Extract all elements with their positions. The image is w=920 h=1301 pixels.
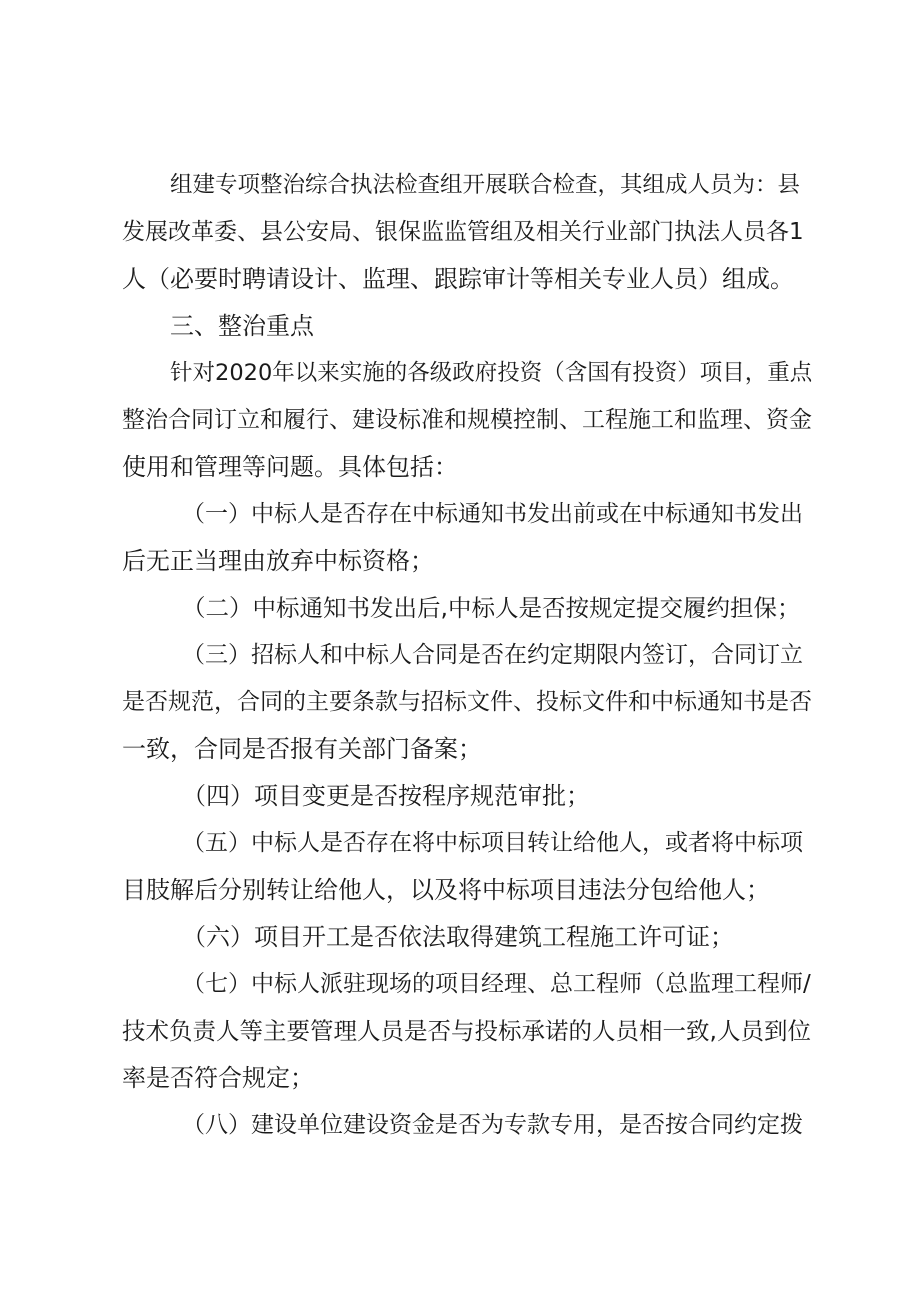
text-line: （三）招标人和中标人合同是否在约定期限内签订，合同订立 — [182, 642, 803, 668]
list-item-7 — [122, 961, 812, 1102]
list-item-2 — [122, 585, 812, 632]
text-line: 针对2020年以来实施的各级政府投资（含国有投资）项目，重点 — [170, 360, 813, 386]
section-heading-focus — [122, 303, 812, 350]
text-line: （八）建设单位建设资金是否为专款专用，是否按合同约定拨 — [182, 1112, 803, 1138]
text-line: 后无正当理由放弃中标资格； — [122, 547, 434, 575]
text-line: （四）项目变更是否按程序规范审批； — [182, 782, 590, 810]
text-line: 率是否符合规定； — [122, 1064, 314, 1092]
text-line: （五）中标人是否存在将中标项目转让给他人，或者将中标项 — [182, 830, 803, 856]
text-line: 使用和管理等问题。具体包括： — [122, 453, 458, 481]
text-line: （二）中标通知书发出后,中标人是否按规定提交履约担保； — [182, 594, 801, 622]
text-line: 组建专项整治综合执法检查组开展联合检查，其组成人员为：县 — [170, 172, 801, 198]
paragraph-focus-scope — [122, 350, 812, 491]
text-line: 一致，合同是否报有关部门备案； — [122, 735, 482, 763]
text-line: 整治合同订立和履行、建设标准和规模控制、工程施工和监理、资金 — [122, 407, 812, 433]
list-item-3 — [122, 632, 812, 773]
list-item-6 — [122, 914, 812, 961]
list-item-5 — [122, 820, 812, 914]
section-heading: 三、整治重点 — [170, 312, 314, 340]
text-line: （一）中标人是否存在中标通知书发出前或在中标通知书发出 — [182, 501, 803, 527]
text-line: 人（必要时聘请设计、监理、跟踪审计等相关专业人员）组成。 — [122, 265, 794, 293]
text-line: 技术负责人等主要管理人员是否与投标承诺的人员相一致,人员到位 — [122, 1017, 811, 1045]
text-line: 是否规范，合同的主要条款与招标文件、投标文件和中标通知书是否 — [122, 689, 812, 715]
paragraph-inspection-team — [122, 162, 812, 303]
text-line: 发展改革委、县公安局、银保监监管组及相关行业部门执法人员各1 — [122, 219, 804, 245]
text-line: （六）项目开工是否依法取得建筑工程施工许可证； — [182, 923, 734, 951]
text-line: （七）中标人派驻现场的项目经理、总工程师（总监理工程师/ — [182, 971, 811, 997]
list-item-8 — [122, 1102, 812, 1149]
list-item-1 — [122, 491, 812, 585]
list-item-4 — [122, 773, 812, 820]
text-line: 目肢解后分别转让给他人，以及将中标项目违法分包给他人； — [122, 876, 770, 904]
